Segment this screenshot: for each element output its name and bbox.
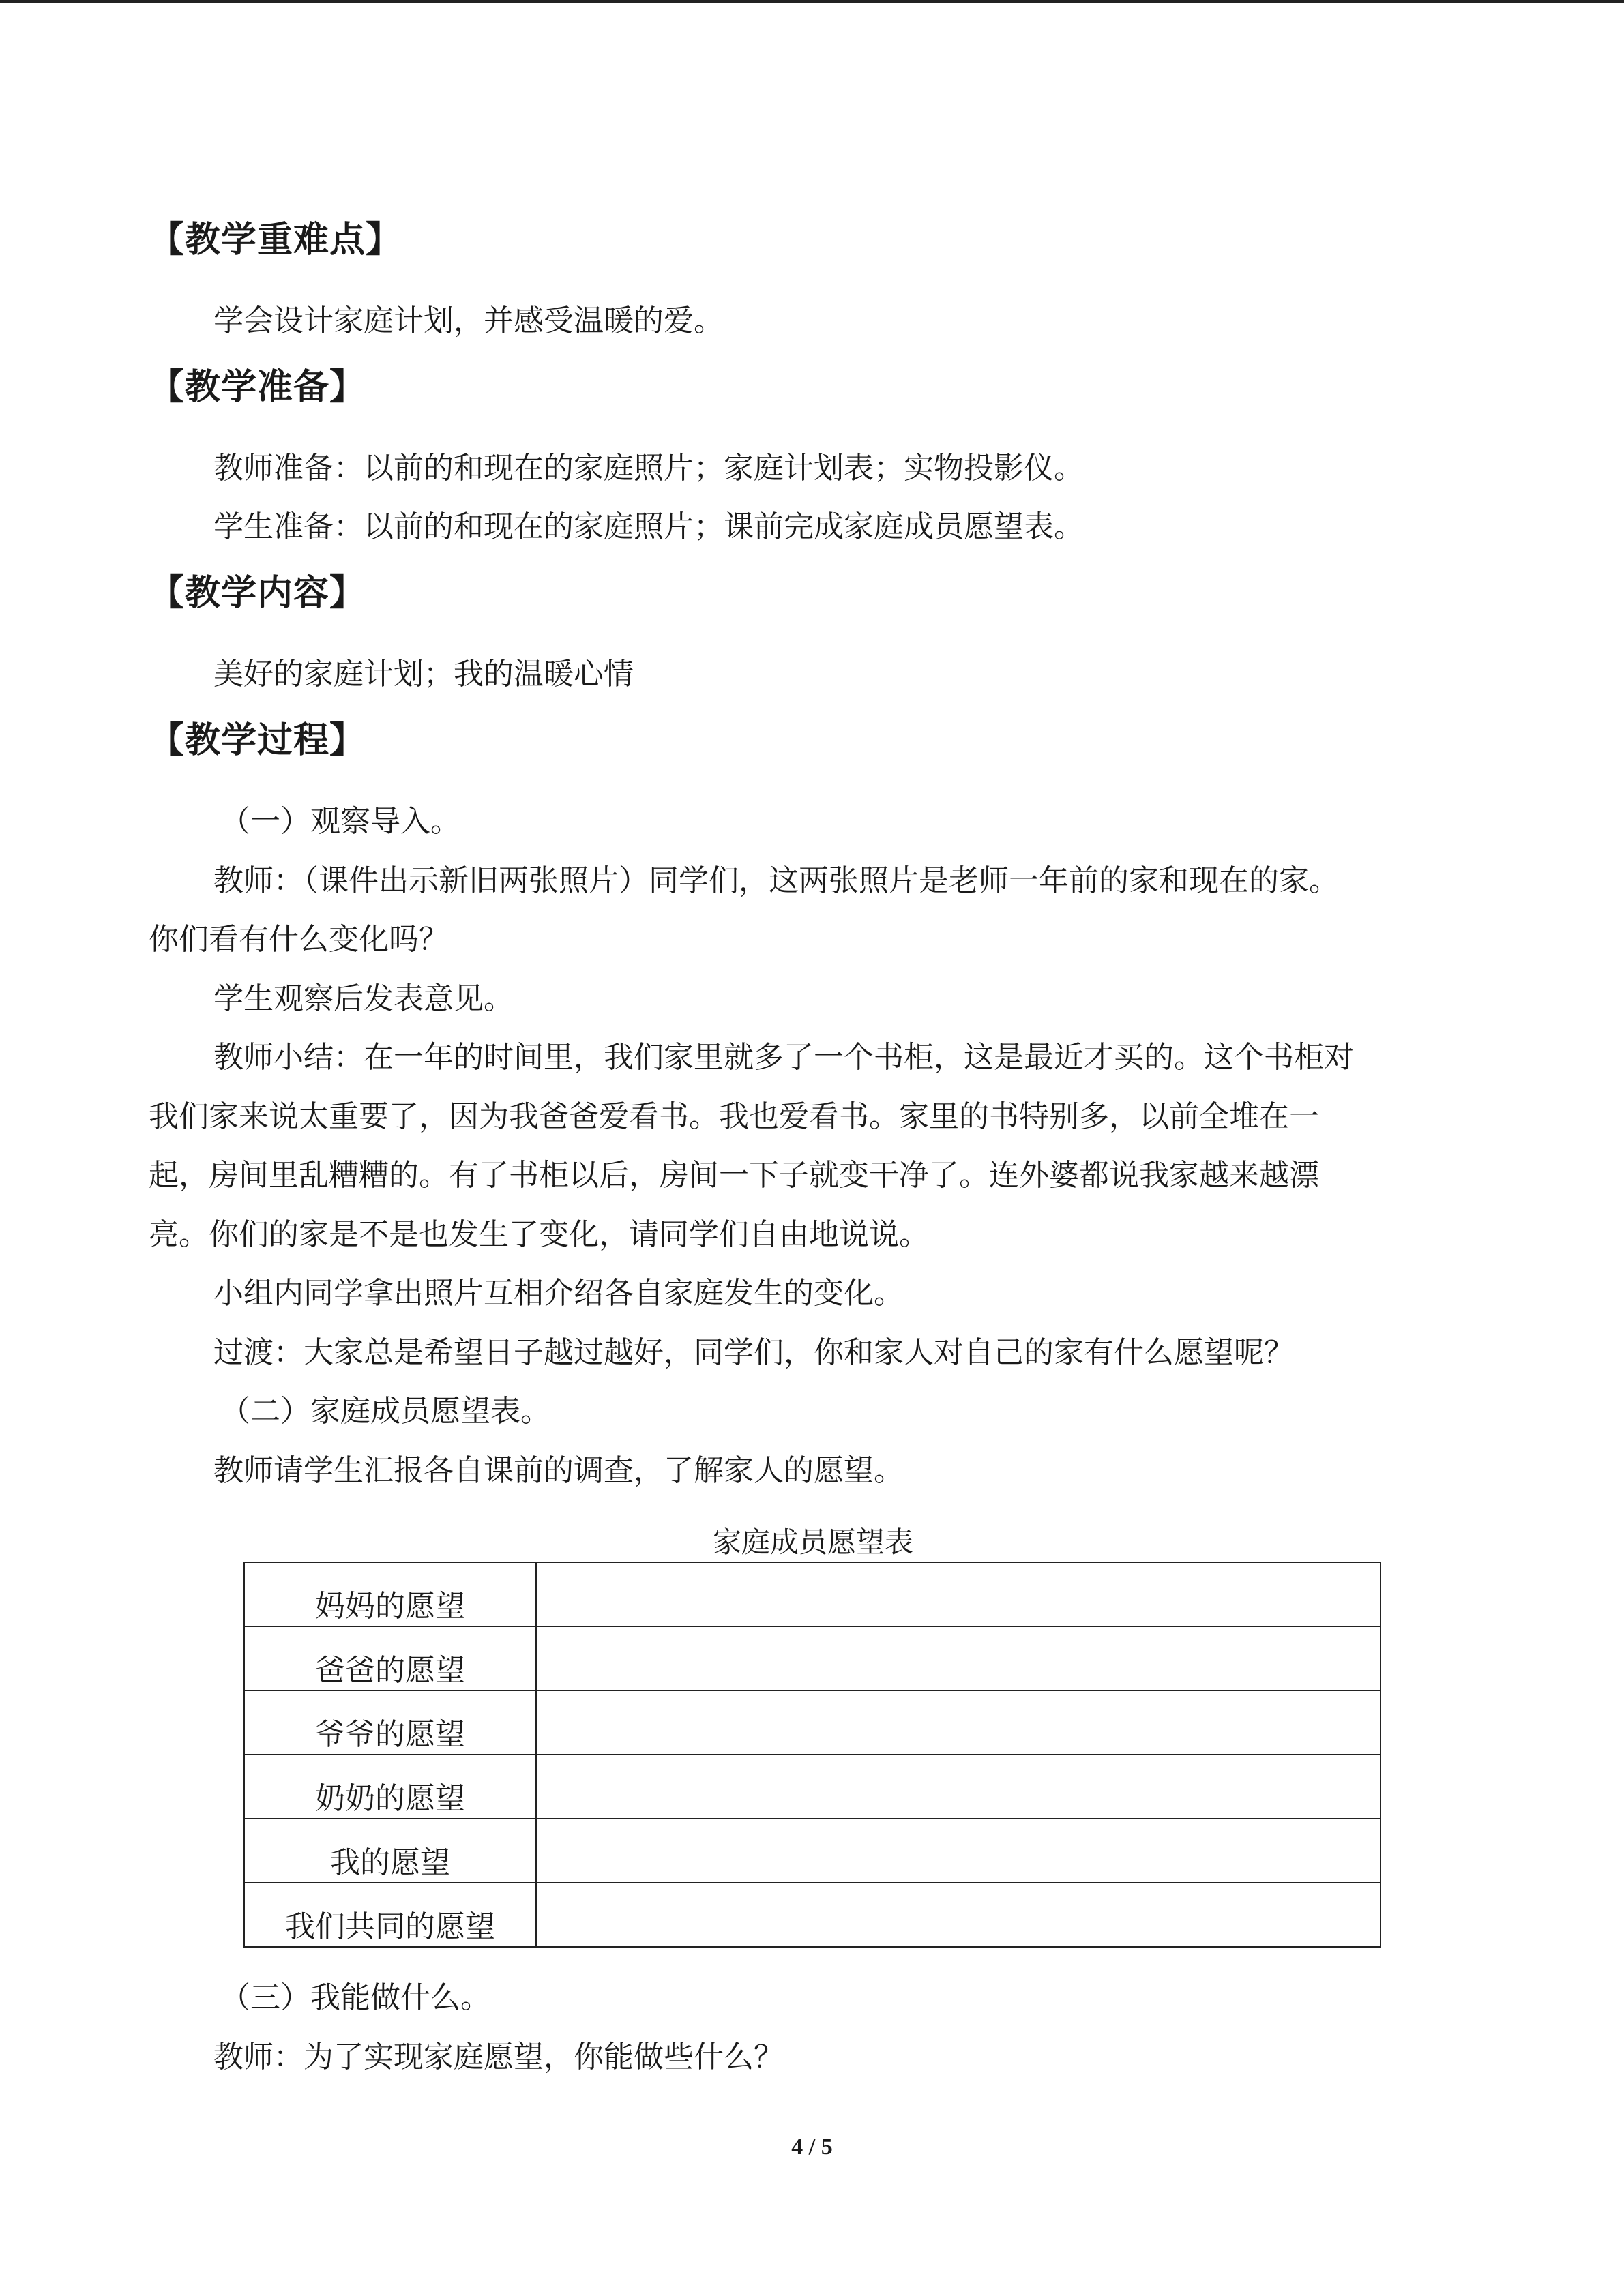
row-label-me: 我的愿望: [244, 1819, 536, 1883]
key-points-text: 学会设计家庭计划，并感受温暖的爱。: [213, 303, 724, 338]
section-title-preparation: 【教学准备】: [149, 367, 366, 408]
wish-cell-mother: [536, 1562, 1381, 1626]
wish-cell-father: [536, 1626, 1381, 1690]
page-number: 4 / 5: [791, 2134, 833, 2160]
row-label-grandfather: 爷爷的愿望: [244, 1690, 536, 1755]
teacher-preparation-text: 教师准备：以前的和现在的家庭照片；家庭计划表；实物投影仪。: [213, 451, 1084, 486]
row-label-mother: 妈妈的愿望: [244, 1562, 536, 1626]
table-row: [244, 1819, 1381, 1883]
section-title-process: 【教学过程】: [149, 720, 366, 761]
process-paragraph-3-line-3: 起，房间里乱糟糟的。有了书柜以后，房间一下子就变干净了。连外婆都说我家越来越漂: [149, 1158, 1319, 1193]
row-label-shared: 我们共同的愿望: [244, 1883, 536, 1947]
section-title-content: 【教学内容】: [149, 573, 366, 614]
table-row: [244, 1690, 1381, 1755]
table-row: [244, 1562, 1381, 1626]
wish-cell-grandmother: [536, 1755, 1381, 1819]
process-paragraph-1-line-2: 你们看有什么变化吗？: [149, 922, 449, 957]
wish-cell-me: [536, 1819, 1381, 1883]
process-paragraph-2: 学生观察后发表意见。: [213, 981, 514, 1016]
wish-cell-shared: [536, 1883, 1381, 1947]
wish-table-caption: 家庭成员愿望表: [712, 1525, 913, 1559]
process-paragraph-3-line-4: 亮。你们的家是不是也发生了变化，请同学们自由地说说。: [149, 1217, 929, 1252]
row-label-father: 爸爸的愿望: [244, 1626, 536, 1690]
content-text: 美好的家庭计划；我的温暖心情: [213, 657, 634, 691]
step-two-heading: （二）家庭成员愿望表。: [220, 1394, 550, 1429]
step-three-heading: （三）我能做什么。: [220, 1980, 490, 2015]
process-paragraph-3-line-1: 教师小结：在一年的时间里，我们家里就多了一个书柜，这是最近才买的。这个书柜对: [213, 1040, 1354, 1075]
process-paragraph-4: 小组内同学拿出照片互相介绍各自家庭发生的变化。: [213, 1276, 904, 1311]
section-title-key-points: 【教学重难点】: [149, 220, 402, 260]
process-paragraph-1-line-1: 教师：（课件出示新旧两张照片）同学们，这两张照片是老师一年前的家和现在的家。: [213, 863, 1339, 898]
table-row: [244, 1755, 1381, 1819]
family-wish-table: [243, 1562, 1381, 1948]
process-paragraph-6: 教师请学生汇报各自课前的调查，了解家人的愿望。: [213, 1453, 904, 1488]
table-row: [244, 1626, 1381, 1690]
process-paragraph-5: 过渡：大家总是希望日子越过越好，同学们，你和家人对自己的家有什么愿望呢？: [213, 1335, 1294, 1370]
table-row: [244, 1883, 1381, 1947]
process-paragraph-3-line-2: 我们家来说太重要了，因为我爸爸爱看书。我也爱看书。家里的书特别多，以前全堆在一: [149, 1099, 1319, 1134]
wish-cell-grandfather: [536, 1690, 1381, 1755]
process-paragraph-7: 教师：为了实现家庭愿望，你能做些什么？: [213, 2040, 784, 2074]
student-preparation-text: 学生准备：以前的和现在的家庭照片；课前完成家庭成员愿望表。: [213, 509, 1084, 544]
row-label-grandmother: 奶奶的愿望: [244, 1755, 536, 1819]
step-one-heading: （一）观察导入。: [220, 804, 460, 839]
